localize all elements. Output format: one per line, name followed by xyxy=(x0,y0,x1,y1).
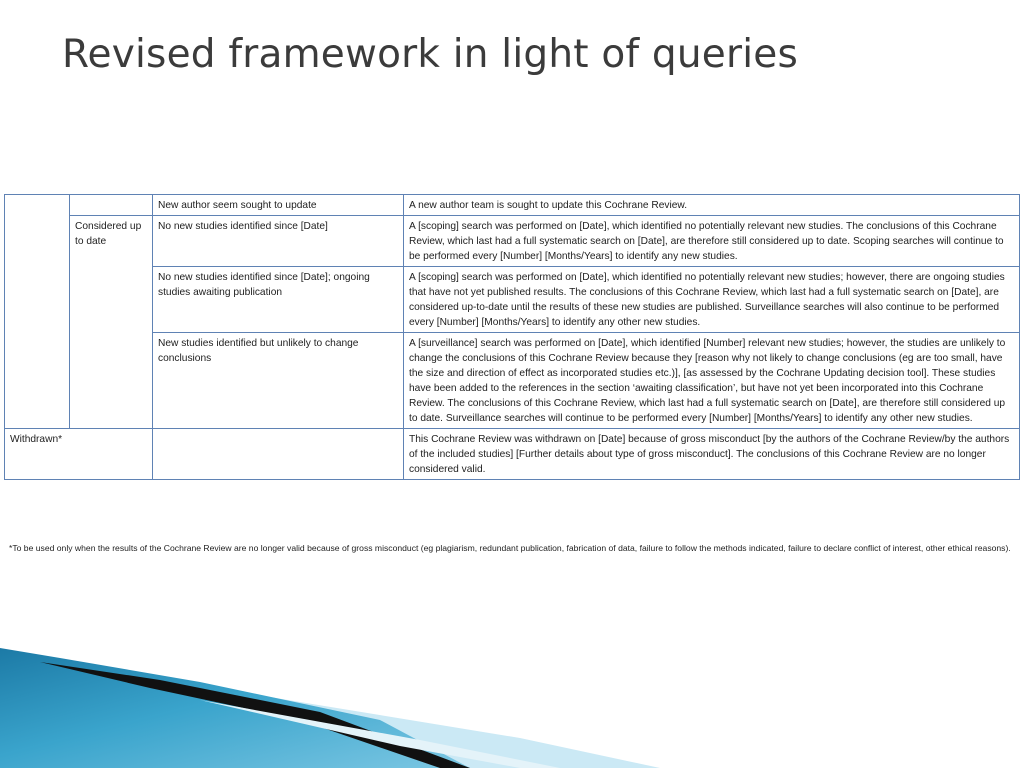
substatus-cell: Considered up to date xyxy=(70,216,153,429)
statement-cell: A [scoping] search was performed on [Date], which identified no potentially relevant new studies. The conclusions of this Cochrane Review, which last had a full systematic search on [Date], are therefore still considered up to date. Scoping searches will continue to be performed every [Number] [Months/Years] to identify any new studies. xyxy=(404,216,1020,267)
statement-cell: This Cochrane Review was withdrawn on [Date] because of gross misconduct [by the authors of the Cochrane Review/by the authors of the included studies] [Further details about type of gross misconduct]. The conclusions of this Cochrane Review are no longer considered valid. xyxy=(404,429,1020,480)
condition-cell xyxy=(153,429,404,480)
statement-cell: A [scoping] search was performed on [Date], which identified no potentially relevant new studies; however, there are ongoing studies that have not yet published results. The conclusions of this Cochrane Review, which last had a full systematic search on [Date], are considered up-to-date until the results of these new studies are published. Surveillance searches will also continue to be performed every [Number] [Months/Years] to identify any other new studies. xyxy=(404,267,1020,333)
decorative-swoosh xyxy=(0,640,1024,768)
condition-cell: No new studies identified since [Date] xyxy=(153,216,404,267)
status-cell: Withdrawn* xyxy=(5,429,153,480)
condition-cell: New studies identified but unlikely to change conclusions xyxy=(153,333,404,429)
condition-cell: No new studies identified since [Date]; ongoing studies awaiting publication xyxy=(153,267,404,333)
slide-title: Revised framework in light of queries xyxy=(62,32,798,77)
statement-cell: A new author team is sought to update this Cochrane Review. xyxy=(404,195,1020,216)
condition-cell: New author seem sought to update xyxy=(153,195,404,216)
table-row xyxy=(5,333,1020,429)
substatus-cell xyxy=(70,195,153,216)
table-row xyxy=(5,267,1020,333)
table-row xyxy=(5,195,1020,216)
footnote: *To be used only when the results of the Cochrane Review are no longer valid because of gross misconduct (eg plagiarism, redundant publication, fabrication of data, failure to follow the methods indicated, failure to declare conflict of interest, other ethical reasons). xyxy=(9,543,1011,553)
table-row xyxy=(5,429,1020,480)
status-cell xyxy=(5,195,70,429)
table-row xyxy=(5,216,1020,267)
framework-table xyxy=(4,194,1020,480)
statement-cell: A [surveillance] search was performed on [Date], which identified [Number] relevant new studies; however, the studies are unlikely to change the conclusions of this Cochrane Review because they [reason why not likely to change conclusions (eg are too small, have the size and direction of effect as incorporated studies etc.)], [as assessed by the Cochrane Updating decision tool]. These studies have been added to the references in the section ‘awaiting classification’, but have not yet been incorporated into this Cochrane Review. The conclusions of this Cochrane Review, which last had a full systematic search on [Date], are therefore still considered up to date. Surveillance searches will continue to be performed every [Number] [Months/Years] to identify any other new studies. xyxy=(404,333,1020,429)
